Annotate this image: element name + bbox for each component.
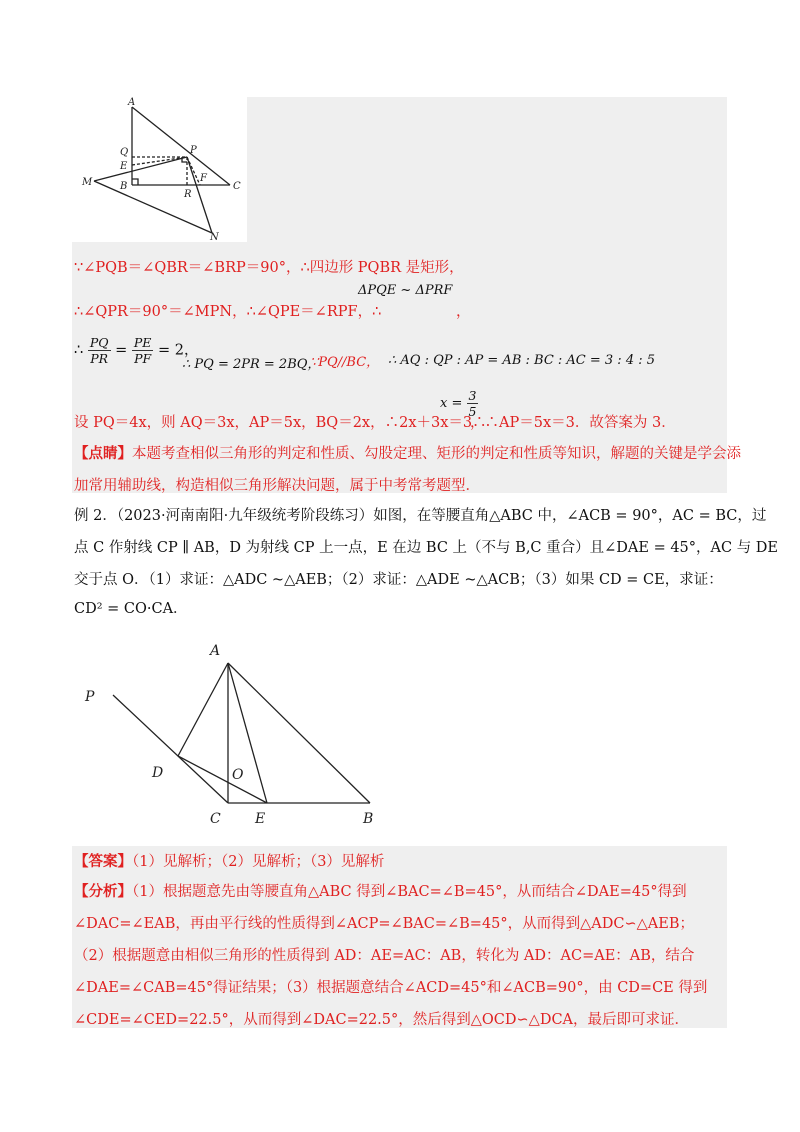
fig1-label-e: E [120,161,128,172]
frac-num: PE [133,335,152,350]
solution-line-3c: ∵PQ//BC， [310,355,380,370]
answer-tag: 【答案】 [74,853,132,870]
ratio-pe-pf [132,335,154,366]
frac-num: 3 [468,388,477,403]
fig1-label-c: C [233,181,241,192]
solution-line-2-text: ∴∠QPR＝90°＝∠MPN，∴∠QPE＝∠RPF，∴ [74,304,382,320]
comment-tag: 【点睛】 [74,445,132,462]
fig2-label-d: D [152,765,164,781]
answer-line [74,850,384,871]
example2-line-2: 点 C 作射线 CP ∥ AB，D 为射线 CP 上一点，E 在边 BC 上（不与 B,C 重合）且∠DAE = 45°，AC 与 DE [74,540,779,556]
analysis-line-5: ∠CDE=∠CED=22.5°，从而得到∠DAC=22.5°，然后得到△OCD∽△DCA，最后即可求证． [74,1012,690,1028]
solution-line-3b: ∴ PQ = 2PR = 2BQ， [182,357,321,372]
fig2-label-c: C [210,811,221,827]
analysis-line-2: ∠DAC=∠EAB，再由平行线的性质得到∠ACP=∠BAC=∠B=45°，从而得到△ADC∽△AEB； [74,916,695,932]
solution-line-2-comma: ， [456,304,471,320]
fig1-label-r: R [184,189,192,200]
fig2-label-p: P [85,689,95,705]
fig1-label-n: N [210,232,219,242]
therefore-symbol: ∴ [74,342,84,359]
fig2-label-b: B [363,811,374,827]
equals-sign: = [115,342,128,359]
solution-line-3 [74,335,199,366]
example2-line-1: 例 2．（2023·河南南阳·九年级统考阶段练习）如图，在等腰直角△ABC 中，∠ACB = 90°，AC = BC，过 [74,508,767,524]
solution-line-1: ∵∠PQB＝∠QBR＝∠BRP＝90°，∴四边形 PQBR 是矩形， [74,260,464,276]
analysis-tag: 【分析】 [74,883,132,900]
frac-den: PR [90,351,109,366]
figure-1 [72,97,247,242]
solution-line-4b: ，∴AP＝5x＝3．故答案为 3． [470,415,676,431]
similar-triangle-statement [358,283,452,298]
fig1-label-f: F [200,173,207,184]
analysis-line-3: （2）根据题意由相似三角形的性质得到 AD：AE=AC：AB，转化为 AD：AC=AE：AB，结合 [74,948,695,964]
fig1-label-m: M [82,177,93,188]
comment-line-1 [74,442,741,463]
frac-den: 5 [468,404,477,419]
fig1-label-a: A [128,97,136,108]
fig1-label-q: Q [120,147,129,158]
figure-2 [80,635,400,835]
frac-den: PF [134,351,152,366]
ratio-pq-pr [88,335,111,366]
fig2-label-o: O [232,767,244,783]
example2-line-4: CD² = CO·CA． [74,601,188,617]
solution-line-4: 设 PQ＝4x，则 AQ＝3x，AP＝5x，BQ＝2x，∴2x＋3x＝3∴ [74,415,487,431]
comment-text-1: 本题考查相似三角形的判定和性质、勾股定理、矩形的判定和性质等知识，解题的关键是学会添 [132,446,741,462]
fig1-label-b: B [120,181,128,192]
solution-line-3d: ∴ AQ : QP : AP = AB : BC : AC = 3 : 4 : 5 [388,353,656,368]
similar-triangle-text: ΔPQE ~ ΔPRF [358,283,453,298]
example2-line-3: 交于点 O．（1）求证：△ADC ~△AEB；（2）求证：△ADE ~△ACB；（3）如果 CD = CE，求证： [74,572,723,588]
analysis-line-4: ∠DAE=∠CAB=45°得证结果；（3）根据题意结合∠ACD=45°和∠ACB=90°，由 CD=CE 得到 [74,980,708,996]
solution-line-2 [74,300,381,321]
comment-line-2: 加常用辅助线，构造相似三角形解决问题，属于中考常考题型． [74,478,480,494]
fig2-label-e: E [255,811,266,827]
fig1-label-p: P [190,145,197,156]
x-equals: x = [440,396,463,411]
analysis-line-1 [74,880,687,901]
ratio-value: = 2， [158,342,199,359]
answer-text: （1）见解析；（2）见解析；（3）见解析 [132,854,385,870]
analysis-shade [72,846,727,1028]
analysis-text-1: （1）根据题意先由等腰直角△ABC 得到∠BAC=∠B=45°，从而结合∠DAE=45°得到 [132,884,687,900]
fig2-label-a: A [210,643,221,659]
frac-num: PQ [89,335,109,350]
